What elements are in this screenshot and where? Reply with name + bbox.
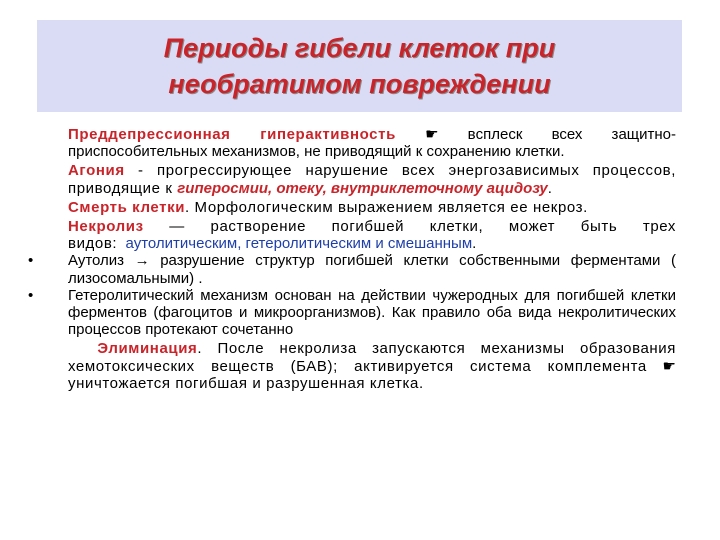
slide-title [37, 20, 682, 112]
necrolysis-types: аутолитическим, гетеролитическим и смешанным [125, 235, 473, 253]
paragraph-hyperactivity [68, 126, 676, 160]
paragraph-agony [68, 162, 676, 196]
term-cell-death: Смерть клетки [68, 198, 186, 216]
term-necrolysis: Некролиз [68, 218, 144, 236]
bullet-heterolysis [28, 286, 676, 339]
term-agony: Агония [68, 162, 125, 180]
pointing-hand-icon: ☛ [425, 126, 439, 143]
bullet-dot-1: • [28, 252, 34, 270]
necrolysis-end: . [472, 235, 477, 253]
term-hyperactivity: Преддепрессионная гиперактивность [68, 126, 396, 143]
title-line-1: Периоды гибели клеток при [163, 33, 556, 63]
necrolysis-definition: — растворение погибшей клетки, может быть трех видов: [68, 218, 676, 253]
agony-definition: - прогрессирующее нарушение всех энергозависимых процессов, приводящие к [68, 162, 676, 197]
title-line-2: необратимом повреждении [168, 69, 551, 99]
hyperactivity-definition: вcплеск всех защитно-приспособительных механизмов, не приводящий к сохранению клетки. [68, 126, 676, 161]
paragraph-necrolysis [68, 218, 676, 252]
paragraph-elimination [68, 340, 676, 392]
agony-consequences: гиперосмии, отеку, внутриклеточному ацидозу [177, 179, 548, 197]
paragraph-cell-death [68, 199, 676, 216]
agony-end: . [547, 179, 552, 197]
elimination-end: уничтожается погибшая и разрушенная клетка. [68, 374, 424, 392]
heterolysis-text: Гетеролитический механизм основан на действии чужеродных для погибшей клетки ферментов (фагоцитов и микроорганизмов). Как правило оба вида некролитических процессов протекают сочетанно [68, 286, 676, 339]
bullet-autolysis [28, 252, 676, 287]
cell-death-definition: . Морфологическим выражением является ее некроз. [185, 198, 588, 216]
elimination-text: . После некролиза запускаются механизмы образования хемотоксических веществ (БАВ); активируется система комплемента [68, 340, 677, 375]
slide-body [28, 126, 677, 392]
pointing-hand-icon-2: ☛ [662, 357, 676, 375]
bullet-dot-2: • [28, 286, 34, 304]
term-elimination: Элиминация [97, 340, 198, 358]
autolysis-text: Аутолиз → разрушение структур погибшей клетки собственными ферментами ( лизосомальными) . [68, 252, 676, 287]
